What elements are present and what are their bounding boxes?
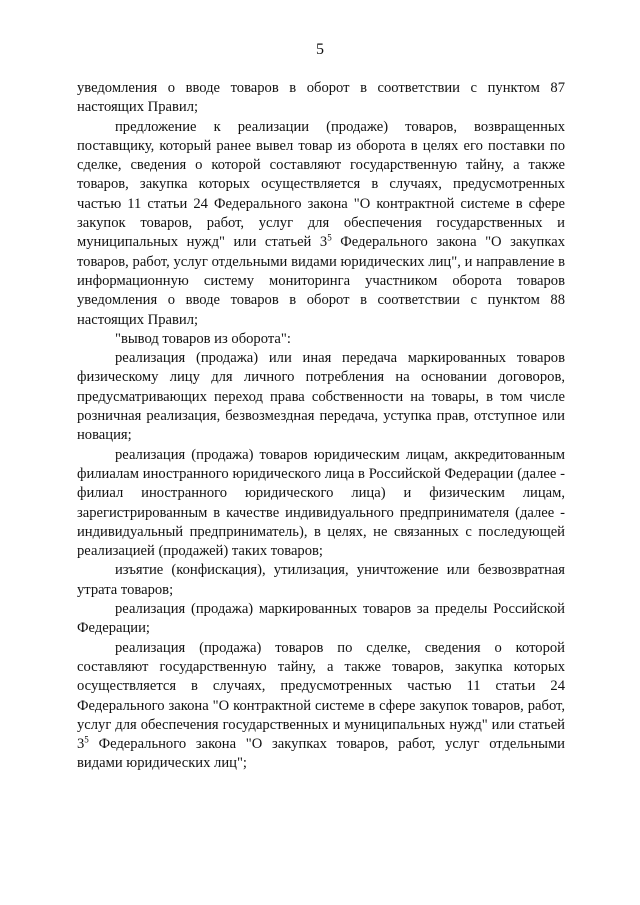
page-number: 5 [316, 41, 324, 58]
paragraph-8 [77, 639, 565, 774]
paragraph-8-text-part2: Федерального закона "О закупках товаров, работ, услуг отдельными видами юридических лиц"; [77, 736, 565, 772]
paragraph-3 [77, 330, 565, 349]
paragraph-1-text: уведомления о вводе товаров в оборот в соответствии с пунктом 87 настоящих Правил; [77, 80, 565, 116]
paragraph-7 [77, 600, 565, 639]
paragraph-5 [77, 446, 565, 562]
paragraph-4-text: реализация (продажа) или иная передача маркированных товаров физическому лицу для личного потребления на основании договоров, предусматривающих переход права собственности на товары, в том числе розничная реализация, безвозмездная передача, уступка прав, отступное или новация; [77, 350, 565, 444]
paragraph-1 [77, 79, 565, 118]
paragraph-7-text: реализация (продажа) маркированных товаров за пределы Российской Федерации; [77, 601, 565, 637]
paragraph-6 [77, 561, 565, 600]
paragraph-2-superscript: 5 [327, 232, 332, 243]
paragraph-4 [77, 349, 565, 445]
paragraph-5-text: реализация (продажа) товаров юридическим лицам, аккредитованным филиалам иностранного юридического лица в Российской Федерации (далее - филиал иностранного юридического лица) и физическим лицам, зарегистрированным в качестве индивидуального предпринимателя (далее - индивидуальный предприниматель), в целях, не связанных с последующей реализацией (продажей) таких товаров; [77, 446, 565, 560]
paragraph-8-text-part1: реализация (продажа) товаров по сделке, сведения о которой составляют государственную тайну, а также товаров, закупка которых осуществляется в случаях, предусмотренных частью 11 статьи 24 Федерального закона "О контрактной системе в сфере закупок товаров, работ, услуг для обеспечения государственных и муниципальных нужд" или статьей 3 [77, 639, 565, 753]
paragraph-2-text-part1: предложение к реализации (продаже) товаров, возвращенных поставщику, который ранее вывел товар из оборота в целях его поставки по сделке, сведения о которой составляют государственную тайну, а также товаров, закупка которых осуществляется в случаях, предусмотренных частью 11 статьи 24 Федерального закона "О контрактной системе в сфере закупок товаров, работ, услуг для обеспечения государственных и муниципальных нужд" или статьей 3 [77, 118, 565, 251]
paragraph-8-superscript: 5 [84, 734, 89, 745]
paragraph-3-text: "вывод товаров из оборота": [115, 330, 291, 347]
document-body [77, 79, 565, 774]
paragraph-2 [77, 118, 565, 330]
paragraph-2-text-part2: Федерального закона "О закупках товаров, работ, услуг отдельными видами юридических лиц", и направление в информационную систему мониторинга участником оборота товаров уведомления о вводе товаров в оборот в соответствии с пунктом 88 настоящих Правил; [77, 234, 565, 328]
paragraph-6-text: изъятие (конфискация), утилизация, уничтожение или безвозвратная утрата товаров; [77, 562, 565, 598]
